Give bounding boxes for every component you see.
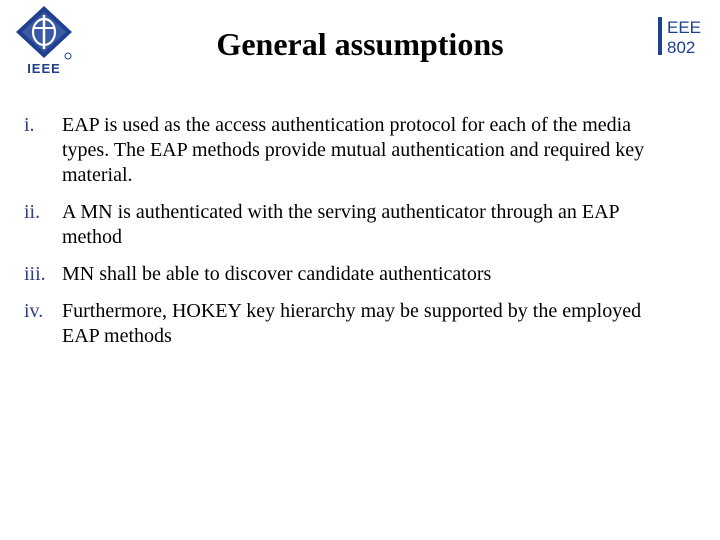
list-item-number: iii. [24,263,46,285]
ieee-logo-label: IEEE [27,61,61,76]
list-item-text: MN shall be able to discover candidate authenticators [62,263,492,285]
list-item-number: iv. [24,300,44,322]
list-item [24,200,704,250]
ieee-802-logo-icon [656,14,704,58]
list-item-text: EAP is used as the access authentication protocol for each of the media types. The EAP methods provide mutual authentication and required key material. [62,114,645,186]
list-item-number: ii. [24,201,41,223]
list-item [24,113,704,188]
list-item [24,299,704,349]
list-item-text: Furthermore, HOKEY key hierarchy may be supported by the employed EAP methods [62,300,642,347]
list-item [24,262,704,287]
list-item-number: i. [24,114,35,136]
list-item-text: A MN is authenticated with the serving authenticator through an EAP method [62,201,619,248]
page-title: General assumptions [216,26,504,62]
ieee-802-logo-line1: EEE [667,18,702,37]
ieee-logo-icon [10,4,78,76]
ieee-802-logo-line2: 802 [667,38,696,57]
assumption-list [24,113,704,361]
